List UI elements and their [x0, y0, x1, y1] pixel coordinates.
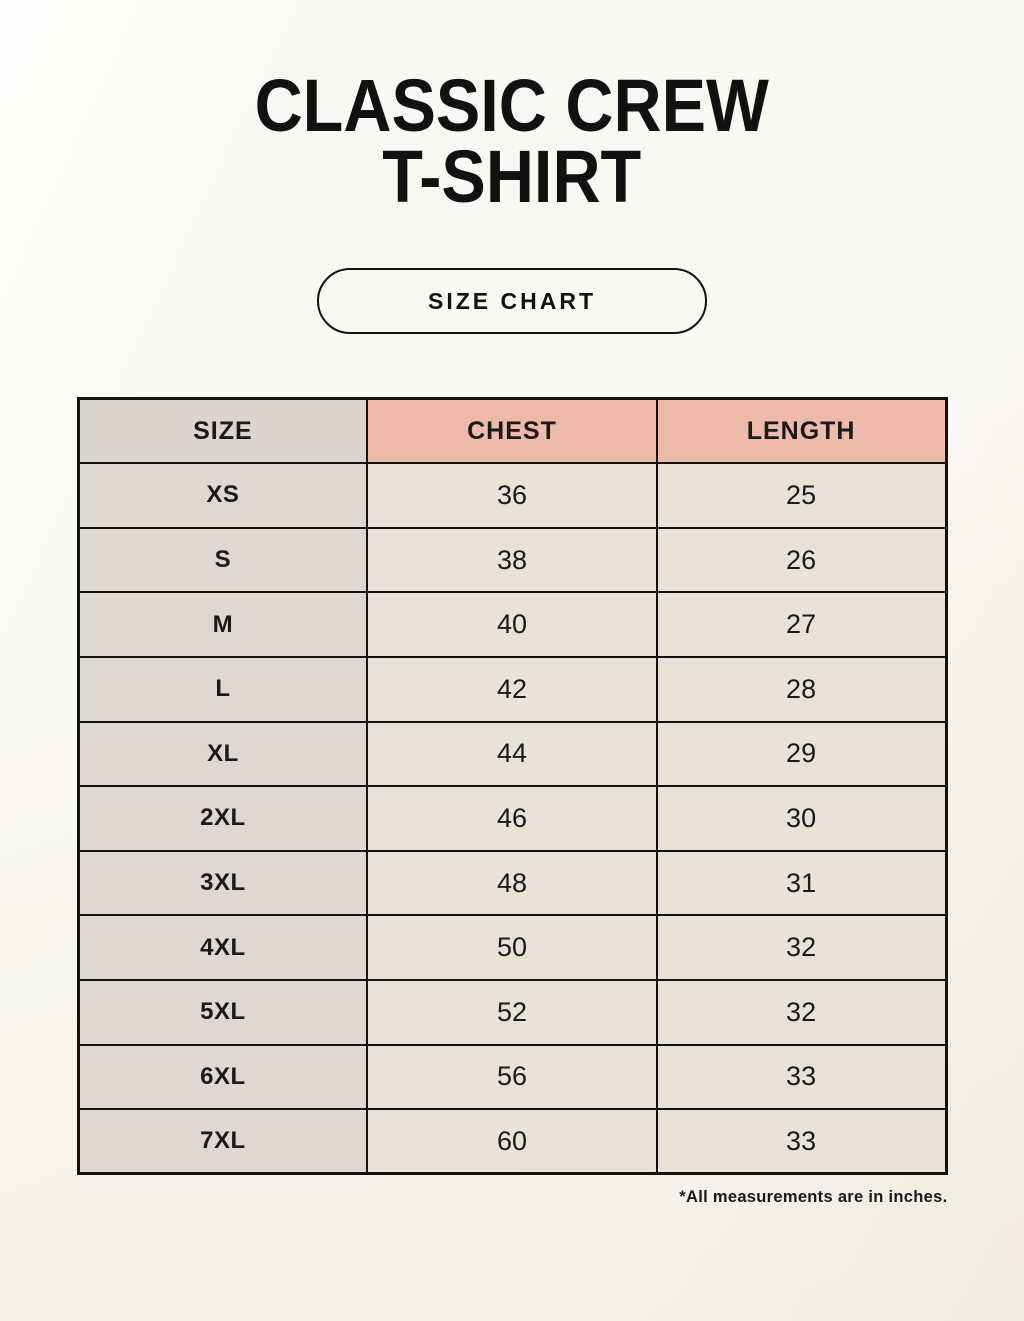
chest-cell: 52 — [367, 980, 656, 1045]
chest-cell: 40 — [367, 592, 656, 657]
table-row — [78, 657, 946, 722]
size-cell: XS — [78, 463, 367, 528]
table-row — [78, 1045, 946, 1110]
size-cell: 4XL — [78, 915, 367, 980]
table-row — [78, 980, 946, 1045]
chest-cell: 46 — [367, 786, 656, 851]
table-row — [78, 722, 946, 787]
length-cell: 29 — [657, 722, 946, 787]
chest-cell: 42 — [367, 657, 656, 722]
table-header-row — [78, 399, 946, 464]
page-title — [226, 64, 797, 219]
length-cell: 30 — [657, 786, 946, 851]
table-row — [78, 592, 946, 657]
title-line-1: CLASSIC CREW — [254, 64, 770, 147]
length-cell: 28 — [657, 657, 946, 722]
length-cell: 32 — [657, 915, 946, 980]
chest-cell: 48 — [367, 851, 656, 916]
length-cell: 32 — [657, 980, 946, 1045]
chest-cell: 50 — [367, 915, 656, 980]
size-cell: 2XL — [78, 786, 367, 851]
table-row — [78, 463, 946, 528]
chest-cell: 56 — [367, 1045, 656, 1110]
size-cell: XL — [78, 722, 367, 787]
size-cell: L — [78, 657, 367, 722]
size-cell: S — [78, 528, 367, 593]
size-cell: 3XL — [78, 851, 367, 916]
column-header-size: SIZE — [78, 399, 367, 464]
column-header-chest: CHEST — [367, 399, 656, 464]
chest-cell: 38 — [367, 528, 656, 593]
size-chart-button-label: SIZE CHART — [428, 287, 596, 314]
size-cell: 7XL — [78, 1109, 367, 1174]
size-cell: 5XL — [78, 980, 367, 1045]
measurements-note: *All measurements are in inches. — [679, 1188, 948, 1207]
table-row — [78, 786, 946, 851]
title-line-2: T-SHIRT — [382, 135, 642, 219]
length-cell: 25 — [657, 463, 946, 528]
chest-cell: 36 — [367, 463, 656, 528]
page-title-text — [254, 64, 770, 219]
table-row — [78, 1109, 946, 1174]
size-table — [77, 397, 948, 1175]
chest-cell: 44 — [367, 722, 656, 787]
table-row — [78, 851, 946, 916]
length-cell: 27 — [657, 592, 946, 657]
length-cell: 31 — [657, 851, 946, 916]
size-cell: M — [78, 592, 367, 657]
size-chart-button[interactable] — [317, 268, 707, 334]
length-cell: 33 — [657, 1109, 946, 1174]
size-cell: 6XL — [78, 1045, 367, 1110]
chest-cell: 60 — [367, 1109, 656, 1174]
table-row — [78, 915, 946, 980]
table-row — [78, 528, 946, 593]
length-cell: 33 — [657, 1045, 946, 1110]
column-header-length: LENGTH — [657, 399, 946, 464]
length-cell: 26 — [657, 528, 946, 593]
